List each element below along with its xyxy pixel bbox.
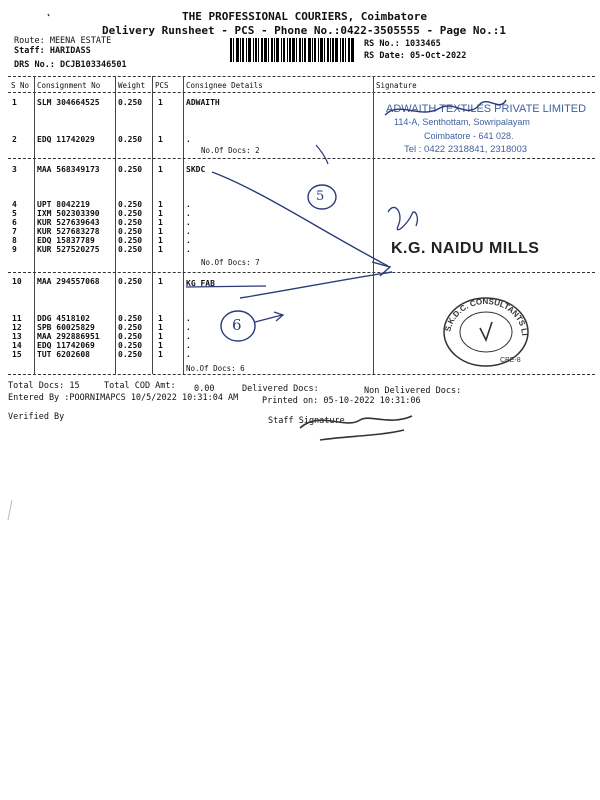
row-4-pcs: 1 — [158, 200, 163, 209]
row-7-cons: KUR 527683278 — [37, 227, 100, 236]
row-9-cons: KUR 527520275 — [37, 245, 100, 254]
row-5-sno: 5 — [12, 209, 17, 218]
total-cod-value: 0.00 — [194, 384, 215, 394]
row-5-cons: IXM 502303390 — [37, 209, 100, 218]
row-9-pcs: 1 — [158, 245, 163, 254]
row-8-sno: 8 — [12, 236, 17, 245]
row-9-sno: 9 — [12, 245, 17, 254]
row-11-cons: DDG 4518102 — [37, 314, 90, 323]
row-3-cons: MAA 568349173 — [37, 165, 100, 174]
row-10-wt: 0.250 — [118, 277, 143, 286]
row-2-cons: EDQ 11742029 — [37, 135, 95, 144]
row-2-pcs: 1 — [158, 135, 163, 144]
signature-group-2 — [388, 207, 417, 229]
row-6-det: . — [186, 218, 191, 227]
row-7-wt: 0.250 — [118, 227, 143, 236]
seal-text: S.K.D.C. CONSULTANTS LI — [443, 296, 530, 336]
entered-by: Entered By :POORNIMAPCS 10/5/2022 10:31:04 AM — [8, 393, 239, 403]
non-delivered-docs: Non Delivered Docs: — [364, 386, 462, 396]
arrow-kgfab — [240, 272, 392, 298]
runsheet-title: Delivery Runsheet - PCS - Phone No.:0422-3505555 - Page No.:1 — [102, 24, 506, 37]
row-15-cons: TUT 6202608 — [37, 350, 90, 359]
row-15-pcs: 1 — [158, 350, 163, 359]
row-1-sno: 1 — [12, 98, 17, 107]
printed-on: Printed on: 05-10-2022 10:31:06 — [262, 396, 421, 406]
adwaith-stamp-line1: ADWAITH TEXTILES PRIVATE LIMITED — [386, 103, 587, 115]
row-3-sno: 3 — [12, 165, 17, 174]
row-13-pcs: 1 — [158, 332, 163, 341]
row-14-pcs: 1 — [158, 341, 163, 350]
row-11-wt: 0.250 — [118, 314, 143, 323]
delivered-docs: Delivered Docs: — [242, 384, 319, 394]
company-title: THE PROFESSIONAL COURIERS, Coimbatore — [182, 10, 428, 23]
row-4-det: . — [186, 200, 191, 209]
row-5-det: . — [186, 209, 191, 218]
row-8-wt: 0.250 — [118, 236, 143, 245]
row-13-sno: 13 — [12, 332, 22, 341]
row-1-wt: 0.250 — [118, 98, 143, 107]
row-11-det: . — [186, 314, 191, 323]
circle-number-2: 6 — [232, 316, 242, 334]
row-8-pcs: 1 — [158, 236, 163, 245]
col-weight: Weight — [118, 81, 146, 90]
row-10-det: KG FAB — [186, 279, 215, 288]
group-3-docs: No.Of Docs: 6 — [186, 364, 245, 373]
drs-number: DRS No.: DCJB103346501 — [14, 60, 127, 70]
row-15-sno: 15 — [12, 350, 22, 359]
row-2-wt: 0.250 — [118, 135, 143, 144]
row-12-pcs: 1 — [158, 323, 163, 332]
col-consignee: Consignee Details — [186, 81, 263, 90]
row-14-det: . — [186, 341, 191, 350]
staff-signature — [300, 416, 412, 440]
row-13-det: . — [186, 332, 191, 341]
kg-naidu-stamp: K.G. NAIDU MILLS — [391, 240, 540, 257]
adwaith-stamp-line4: Tel : 0422 2318841, 2318003 — [404, 144, 528, 155]
row-14-wt: 0.250 — [118, 341, 143, 350]
row-5-pcs: 1 — [158, 209, 163, 218]
row-3-det: SKDC — [186, 165, 206, 174]
row-15-wt: 0.250 — [118, 350, 143, 359]
total-docs: Total Docs: 15 — [8, 381, 80, 391]
row-10-pcs: 1 — [158, 277, 163, 286]
col-pcs: PCS — [155, 81, 169, 90]
row-13-cons: MAA 292886951 — [37, 332, 100, 341]
arrow-skdc — [212, 172, 388, 266]
row-1-cons: SLM 304664525 — [37, 98, 100, 107]
row-8-det: . — [186, 236, 191, 245]
row-4-wt: 0.250 — [118, 200, 143, 209]
row-12-sno: 12 — [12, 323, 22, 332]
row-5-wt: 0.250 — [118, 209, 143, 218]
row-3-wt: 0.250 — [118, 165, 143, 174]
group-2-docs: No.Of Docs: 7 — [201, 258, 260, 267]
row-8-cons: EDQ 15837789 — [37, 236, 95, 245]
row-2-det: . — [186, 135, 191, 144]
adwaith-stamp-line2: 114-A, Senthottam, Sowripalayam — [394, 117, 530, 127]
row-14-cons: EDQ 11742069 — [37, 341, 95, 350]
row-4-cons: UPT 8042219 — [37, 200, 90, 209]
circle-number-1: 5 — [316, 189, 325, 204]
row-11-sno: 11 — [12, 314, 22, 323]
verified-by: Verified By — [8, 412, 65, 422]
staff-signature-label: Staff Signature — [268, 416, 345, 426]
row-9-det: . — [186, 245, 191, 254]
col-sno: S No — [11, 81, 30, 90]
row-7-pcs: 1 — [158, 227, 163, 236]
row-10-cons: MAA 294557068 — [37, 277, 100, 286]
row-7-sno: 7 — [12, 227, 17, 236]
row-15-det: . — [186, 350, 191, 359]
adwaith-stamp-line3: Coimbatore - 641 028. — [424, 131, 514, 141]
row-6-sno: 6 — [12, 218, 17, 227]
row-12-cons: SPB 60025829 — [37, 323, 95, 332]
col-consignment: Consignment No — [37, 81, 101, 90]
group-1-docs: No.Of Docs: 2 — [201, 146, 260, 155]
row-3-pcs: 1 — [158, 165, 163, 174]
row-12-wt: 0.250 — [118, 323, 143, 332]
row-14-sno: 14 — [12, 341, 22, 350]
total-cod-label: Total COD Amt: — [104, 381, 176, 391]
route-label: Route: MEENA ESTATE — [14, 36, 112, 46]
row-13-wt: 0.250 — [118, 332, 143, 341]
row-1-pcs: 1 — [158, 98, 163, 107]
seal-city: CBE-8 — [500, 357, 521, 364]
rs-date: RS Date: 05-Oct-2022 — [364, 51, 467, 61]
row-11-pcs: 1 — [158, 314, 163, 323]
row-7-det: . — [186, 227, 191, 236]
col-signature: Signature — [376, 81, 417, 90]
row-6-pcs: 1 — [158, 218, 163, 227]
row-6-cons: KUR 527639643 — [37, 218, 100, 227]
row-9-wt: 0.250 — [118, 245, 143, 254]
staff-label: Staff: HARIDASS — [14, 46, 91, 56]
rs-number: RS No.: 1033465 — [364, 39, 441, 49]
row-10-sno: 10 — [12, 277, 22, 286]
row-2-sno: 2 — [12, 135, 17, 144]
tick-mark — [316, 145, 328, 164]
row-12-det: . — [186, 323, 191, 332]
row-1-det: ADWAITH — [186, 98, 220, 107]
row-4-sno: 4 — [12, 200, 17, 209]
row-6-wt: 0.250 — [118, 218, 143, 227]
adwaith-signature — [385, 100, 506, 115]
